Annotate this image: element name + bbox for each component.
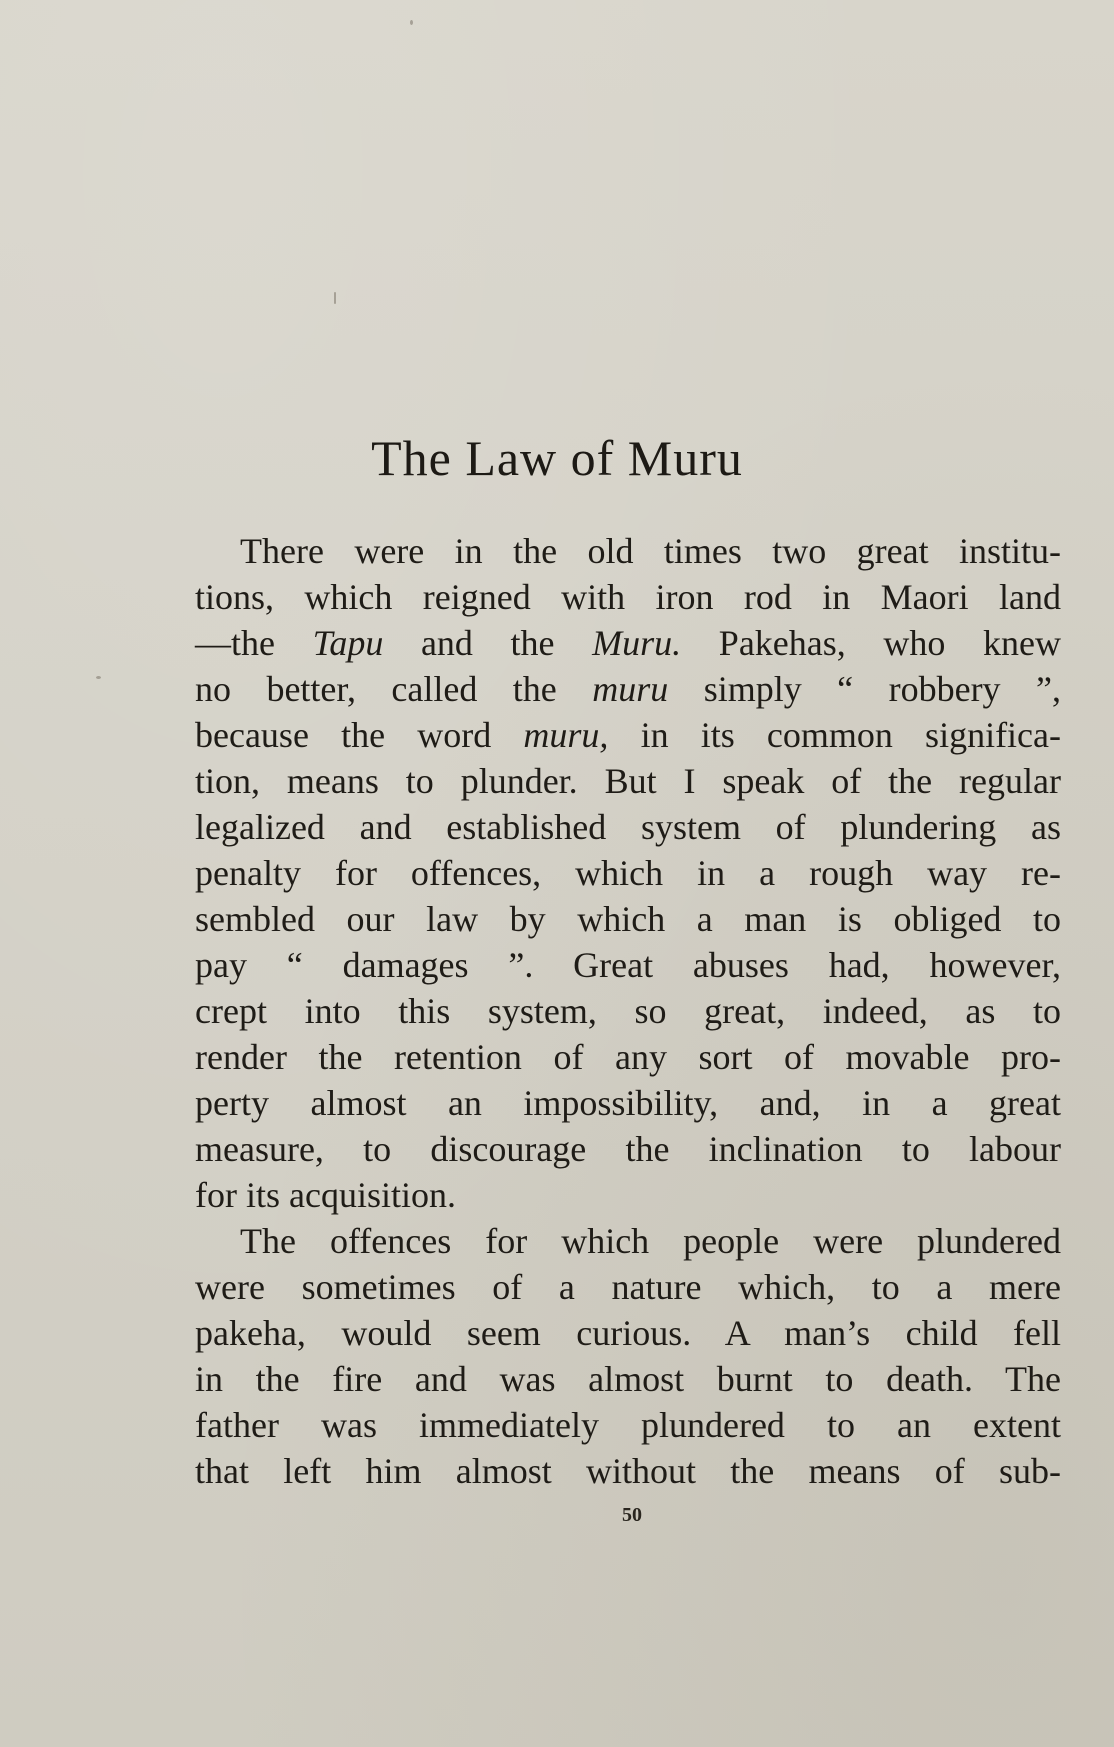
text-line: The offences for which people were plundered bbox=[240, 1221, 1061, 1261]
text-line: sembled our law by which a man is obliged to bbox=[195, 899, 1061, 939]
text-fragment: —the bbox=[195, 623, 313, 663]
text-line: tion, means to plunder. But I speak of the regular bbox=[195, 761, 1061, 801]
italic-term-muru: muru, bbox=[523, 715, 609, 755]
text-line: render the retention of any sort of movable pro- bbox=[195, 1037, 1061, 1077]
italic-term-muru: Muru. bbox=[592, 623, 682, 663]
text-fragment: simply “ robbery ”, bbox=[668, 669, 1061, 709]
text-fragment: and the bbox=[383, 623, 593, 663]
italic-term-tapu: Tapu bbox=[312, 623, 384, 663]
text-fragment: no better, called the bbox=[195, 669, 593, 709]
text-line bbox=[195, 666, 1061, 712]
page-number: 50 bbox=[622, 1504, 642, 1526]
text-line: that left him almost without the means of sub- bbox=[195, 1451, 1061, 1491]
text-line bbox=[195, 620, 1061, 666]
paper-speck bbox=[96, 676, 101, 679]
text-line: tions, which reigned with iron rod in Maori land bbox=[195, 577, 1061, 617]
text-line: were sometimes of a nature which, to a mere bbox=[195, 1267, 1061, 1307]
paper-speck bbox=[334, 292, 336, 304]
text-line: legalized and established system of plundering as bbox=[195, 807, 1061, 847]
chapter-title: The Law of Muru bbox=[371, 430, 743, 486]
text-line: for its acquisition. bbox=[195, 1175, 456, 1215]
paper-speck bbox=[410, 20, 413, 25]
text-line: pakeha, would seem curious. A man’s child fell bbox=[195, 1313, 1061, 1353]
text-line: penalty for offences, which in a rough way re- bbox=[195, 853, 1061, 893]
text-line: There were in the old times two great institu- bbox=[240, 531, 1061, 571]
text-line: perty almost an impossibility, and, in a great bbox=[195, 1083, 1061, 1123]
text-fragment: because the word bbox=[195, 715, 524, 755]
text-fragment: Pakehas, who knew bbox=[681, 623, 1061, 663]
italic-term-muru: muru bbox=[592, 669, 669, 709]
text-line bbox=[195, 712, 1061, 758]
text-line: measure, to discourage the inclination to labour bbox=[195, 1129, 1061, 1169]
text-line: in the fire and was almost burnt to death. The bbox=[195, 1359, 1061, 1399]
text-fragment: in its common significa- bbox=[608, 715, 1062, 755]
text-line: father was immediately plundered to an extent bbox=[195, 1405, 1061, 1445]
text-line: pay “ damages ”. Great abuses had, however, bbox=[195, 945, 1061, 985]
text-line: crept into this system, so great, indeed, as to bbox=[195, 991, 1061, 1031]
